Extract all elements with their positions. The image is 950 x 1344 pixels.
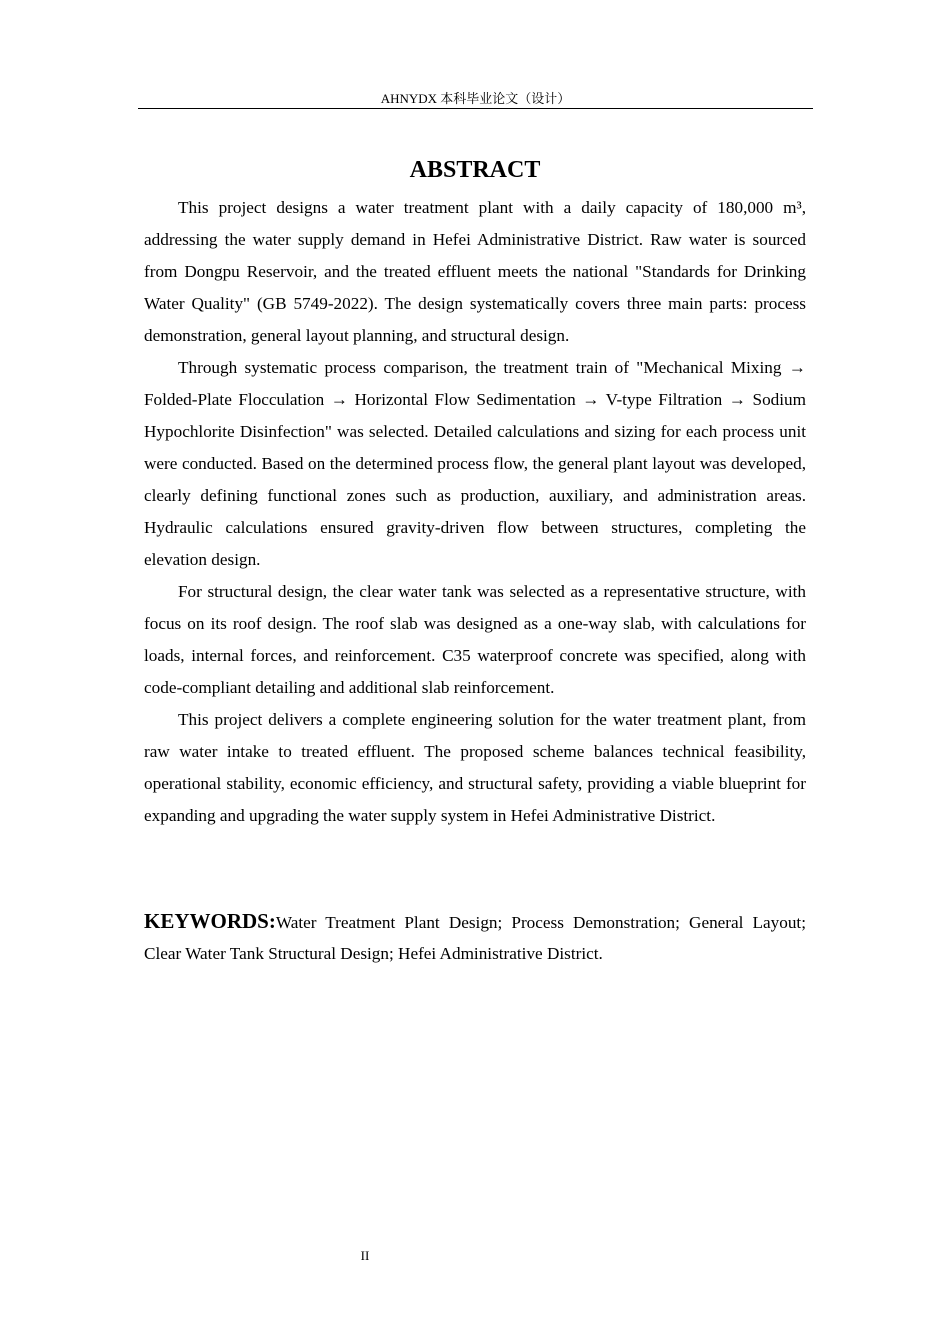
abstract-paragraph-1: This project designs a water treatment plant with a daily capacity of 180,000 m³, addressing the water supply demand in Hefei Administrative District. Raw water is sourced from Dongpu Reservoir, and the treated effluent meets the national "Standards for Drinking Water Quality" (GB 5749-2022). The design systematically covers three main parts: process demonstration, general layout planning, and structural design.	[144, 198, 806, 345]
abstract-paragraph-4: This project delivers a complete engineering solution for the water treatment plant, from raw water intake to treated effluent. The proposed scheme balances technical feasibility, operational stability, economic efficiency, and structural safety, providing a viable blueprint for expanding and upgrading the water supply system in Hefei Administrative District.	[144, 710, 806, 825]
abstract-paragraph-2: Through systematic process comparison, the treatment train of "Mechanical Mixing → Folded-Plate Flocculation → Horizontal Flow Sedimentation → V-type Filtration → Sodium Hypochlorite Disinfection" was selected. Detailed calculations and sizing for each process unit were conducted. Based on the determined process flow, the general plant layout was developed, clearly defining functional zones such as production, auxiliary, and administration areas. Hydraulic calculations ensured gravity-driven flow between structures, completing the elevation design.	[144, 358, 806, 569]
keywords-text: Water Treatment Plant Design; Process Demonstration; General Layout; Clear Water Tank Structural Design; Hefei Administrative District.	[144, 913, 806, 963]
abstract-paragraph-3: For structural design, the clear water tank was selected as a representative structure, with focus on its roof design. The roof slab was designed as a one-way slab, with calculations for loads, internal forces, and reinforcement. C35 waterproof concrete was specified, along with code-compliant detailing and additional slab reinforcement.	[144, 582, 806, 697]
keywords-label: KEYWORDS:	[144, 909, 276, 933]
header-text: AHNYDX 本科毕业论文（设计）	[380, 91, 571, 106]
abstract-section	[144, 150, 806, 969]
abstract-title: ABSTRACT	[409, 157, 541, 183]
page-header	[138, 90, 813, 109]
page-number: II	[360, 1248, 370, 1263]
keywords-block	[144, 906, 806, 969]
